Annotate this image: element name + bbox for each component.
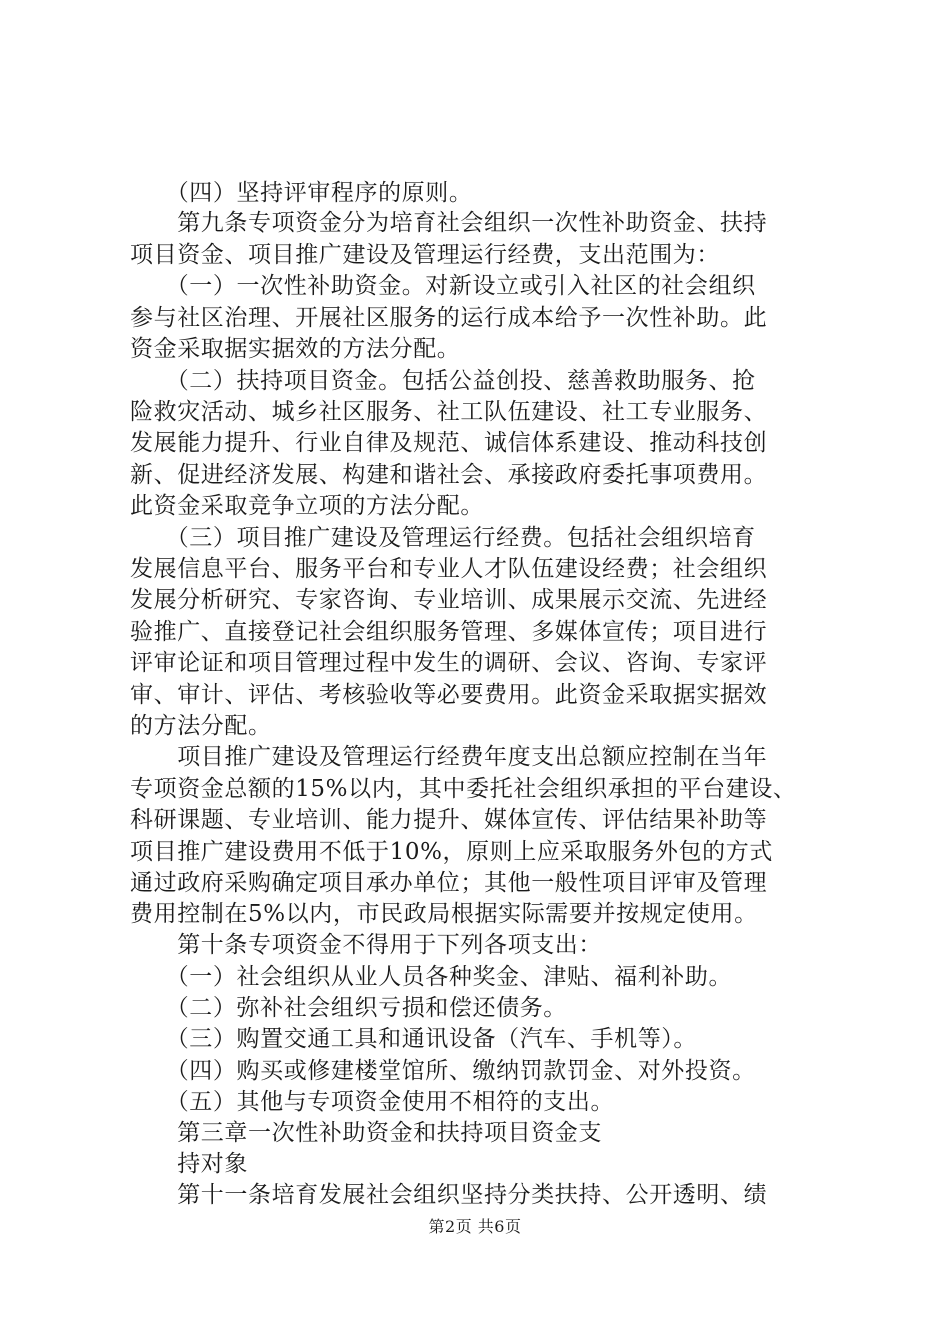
- text-line: （三）购置交通工具和通讯设备（汽车、手机等）。: [130, 1026, 697, 1052]
- text-line: （四）坚持评审程序的原则。: [130, 180, 473, 206]
- text-line: 发展信息平台、服务平台和专业人才队伍建设经费；社会组织: [130, 556, 768, 582]
- text-line: 通过政府采购确定项目承办单位；其他一般性项目评审及管理: [130, 870, 768, 896]
- text-line: （二）弥补社会组织亏损和偿还债务。: [130, 995, 567, 1021]
- text-line: 评审论证和项目管理过程中发生的调研、会议、咨询、专家评: [130, 650, 768, 676]
- text-line: 发展分析研究、专家咨询、专业培训、成果展示交流、先进经: [130, 587, 768, 613]
- text-line: 参与社区治理、开展社区服务的运行成本给予一次性补助。此: [130, 305, 768, 331]
- text-line: 专项资金总额的15%以内，其中委托社会组织承担的平台建设、: [130, 776, 797, 802]
- text-line: （一）社会组织从业人员各种奖金、津贴、福利补助。: [130, 964, 733, 990]
- text-line: 费用控制在5%以内，市民政局根据实际需要并按规定使用。: [130, 901, 758, 927]
- text-line: 第十条专项资金不得用于下列各项支出：: [130, 932, 602, 958]
- text-line: （三）项目推广建设及管理运行经费。包括社会组织培育: [130, 525, 756, 551]
- text-line: （二）扶持项目资金。包括公益创投、慈善救助服务、抢: [130, 368, 756, 394]
- text-line: （四）购买或修建楼堂馆所、缴纳罚款罚金、对外投资。: [130, 1058, 756, 1084]
- text-line: 险救灾活动、城乡社区服务、社工队伍建设、社工专业服务、: [130, 399, 768, 425]
- text-line: （五）其他与专项资金使用不相符的支出。: [130, 1089, 615, 1115]
- text-line: （一）一次性补助资金。对新设立或引入社区的社会组织: [130, 273, 756, 299]
- text-line: 资金采取据实据效的方法分配。: [130, 336, 461, 362]
- page-number-footer: 第2页 共6页: [428, 1217, 522, 1236]
- text-line: 项目推广建设费用不低于10%，原则上应采取服务外包的方式: [130, 839, 773, 865]
- text-line: 项目资金、项目推广建设及管理运行经费，支出范围为：: [130, 242, 720, 268]
- text-line: 发展能力提升、行业自律及规范、诚信体系建设、推动科技创: [130, 430, 768, 456]
- text-line: 验推广、直接登记社会组织服务管理、多媒体宣传；项目进行: [130, 619, 768, 645]
- text-line: 第九条专项资金分为培育社会组织一次性补助资金、扶持: [130, 210, 768, 236]
- text-line: 项目推广建设及管理运行经费年度支出总额应控制在当年: [130, 744, 768, 770]
- text-line: 此资金采取竞争立项的方法分配。: [130, 493, 484, 519]
- text-line: 新、促进经济发展、构建和谐社会、承接政府委托事项费用。: [130, 462, 768, 488]
- text-line: 科研课题、专业培训、能力提升、媒体宣传、评估结果补助等: [130, 807, 768, 833]
- text-line: 的方法分配。: [130, 713, 272, 739]
- text-line: 第十一条培育发展社会组织坚持分类扶持、公开透明、绩: [130, 1182, 768, 1208]
- text-line: 审、审计、评估、考核验收等必要费用。此资金采取据实据效: [130, 682, 768, 708]
- chapter-heading: 第三章一次性补助资金和扶持项目资金支: [130, 1120, 602, 1146]
- chapter-heading-continued: 持对象: [130, 1151, 248, 1177]
